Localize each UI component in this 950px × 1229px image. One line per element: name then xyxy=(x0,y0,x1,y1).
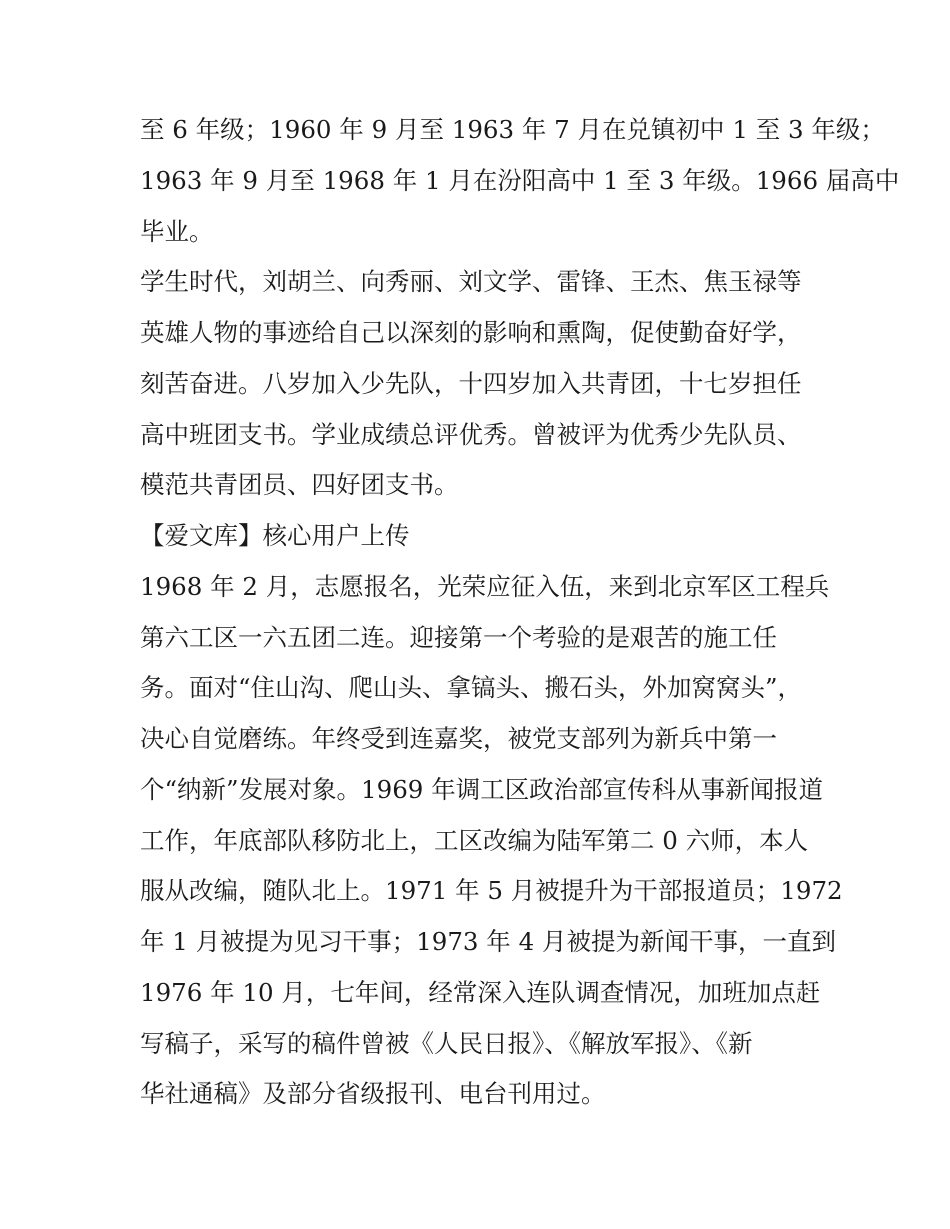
text-line: 华社通稿》及部分省级报刊、电台刊用过。 xyxy=(140,1079,606,1108)
text-line: 工作，年底部队移防北上，工区改编为陆军第二 0 六师，本人 xyxy=(140,826,809,855)
text-line: 学生时代，刘胡兰、向秀丽、刘文学、雷锋、王杰、焦玉禄等 xyxy=(140,267,802,296)
text-line: 英雄人物的事迹给自己以深刻的影响和熏陶，促使勤奋好学， xyxy=(140,318,802,347)
text-line: 务。面对“住山沟、爬山头、拿镐头、搬石头，外加窝窝头”， xyxy=(140,673,803,702)
text-line: 第六工区一六五团二连。迎接第一个考验的是艰苦的施工任 xyxy=(140,623,777,652)
watermark-text: 【爱文库】核心用户上传 xyxy=(140,521,410,550)
text-line: 毕业。 xyxy=(140,217,214,246)
text-line: 1976 年 10 月，七年间，经常深入连队调查情况，加班加点赶 xyxy=(140,978,821,1007)
text-line: 写稿子，采写的稿件曾被《人民日报》、《解放军报》、《新 xyxy=(140,1029,753,1058)
text-line: 1968 年 2 月，志愿报名，光荣应征入伍，来到北京军区工程兵 xyxy=(140,572,830,601)
text-line: 至 6 年级；1960 年 9 月至 1963 年 7 月在兑镇初中 1 至 3 年级； xyxy=(140,115,885,144)
text-line: 1963 年 9 月至 1968 年 1 月在汾阳高中 1 至 3 年级。1966 届高中 xyxy=(140,166,900,195)
text-line: 决心自觉磨练。年终受到连嘉奖，被党支部列为新兵中第一 xyxy=(140,724,777,753)
text-line: 服从改编，随队北上。1971 年 5 月被提升为干部报道员；1972 xyxy=(140,876,843,905)
text-line: 高中班团支书。学业成绩总评优秀。曾被评为优秀少先队员、 xyxy=(140,420,802,449)
text-line: 模范共青团员、四好团支书。 xyxy=(140,470,459,499)
text-line: 刻苦奋进。八岁加入少先队，十四岁加入共青团，十七岁担任 xyxy=(140,369,802,398)
text-line: 个“纳新”发展对象。1969 年调工区政治部宣传科从事新闻报道 xyxy=(140,775,824,804)
text-line: 年 1 月被提为见习干事；1973 年 4 月被提为新闻干事，一直到 xyxy=(140,927,836,956)
